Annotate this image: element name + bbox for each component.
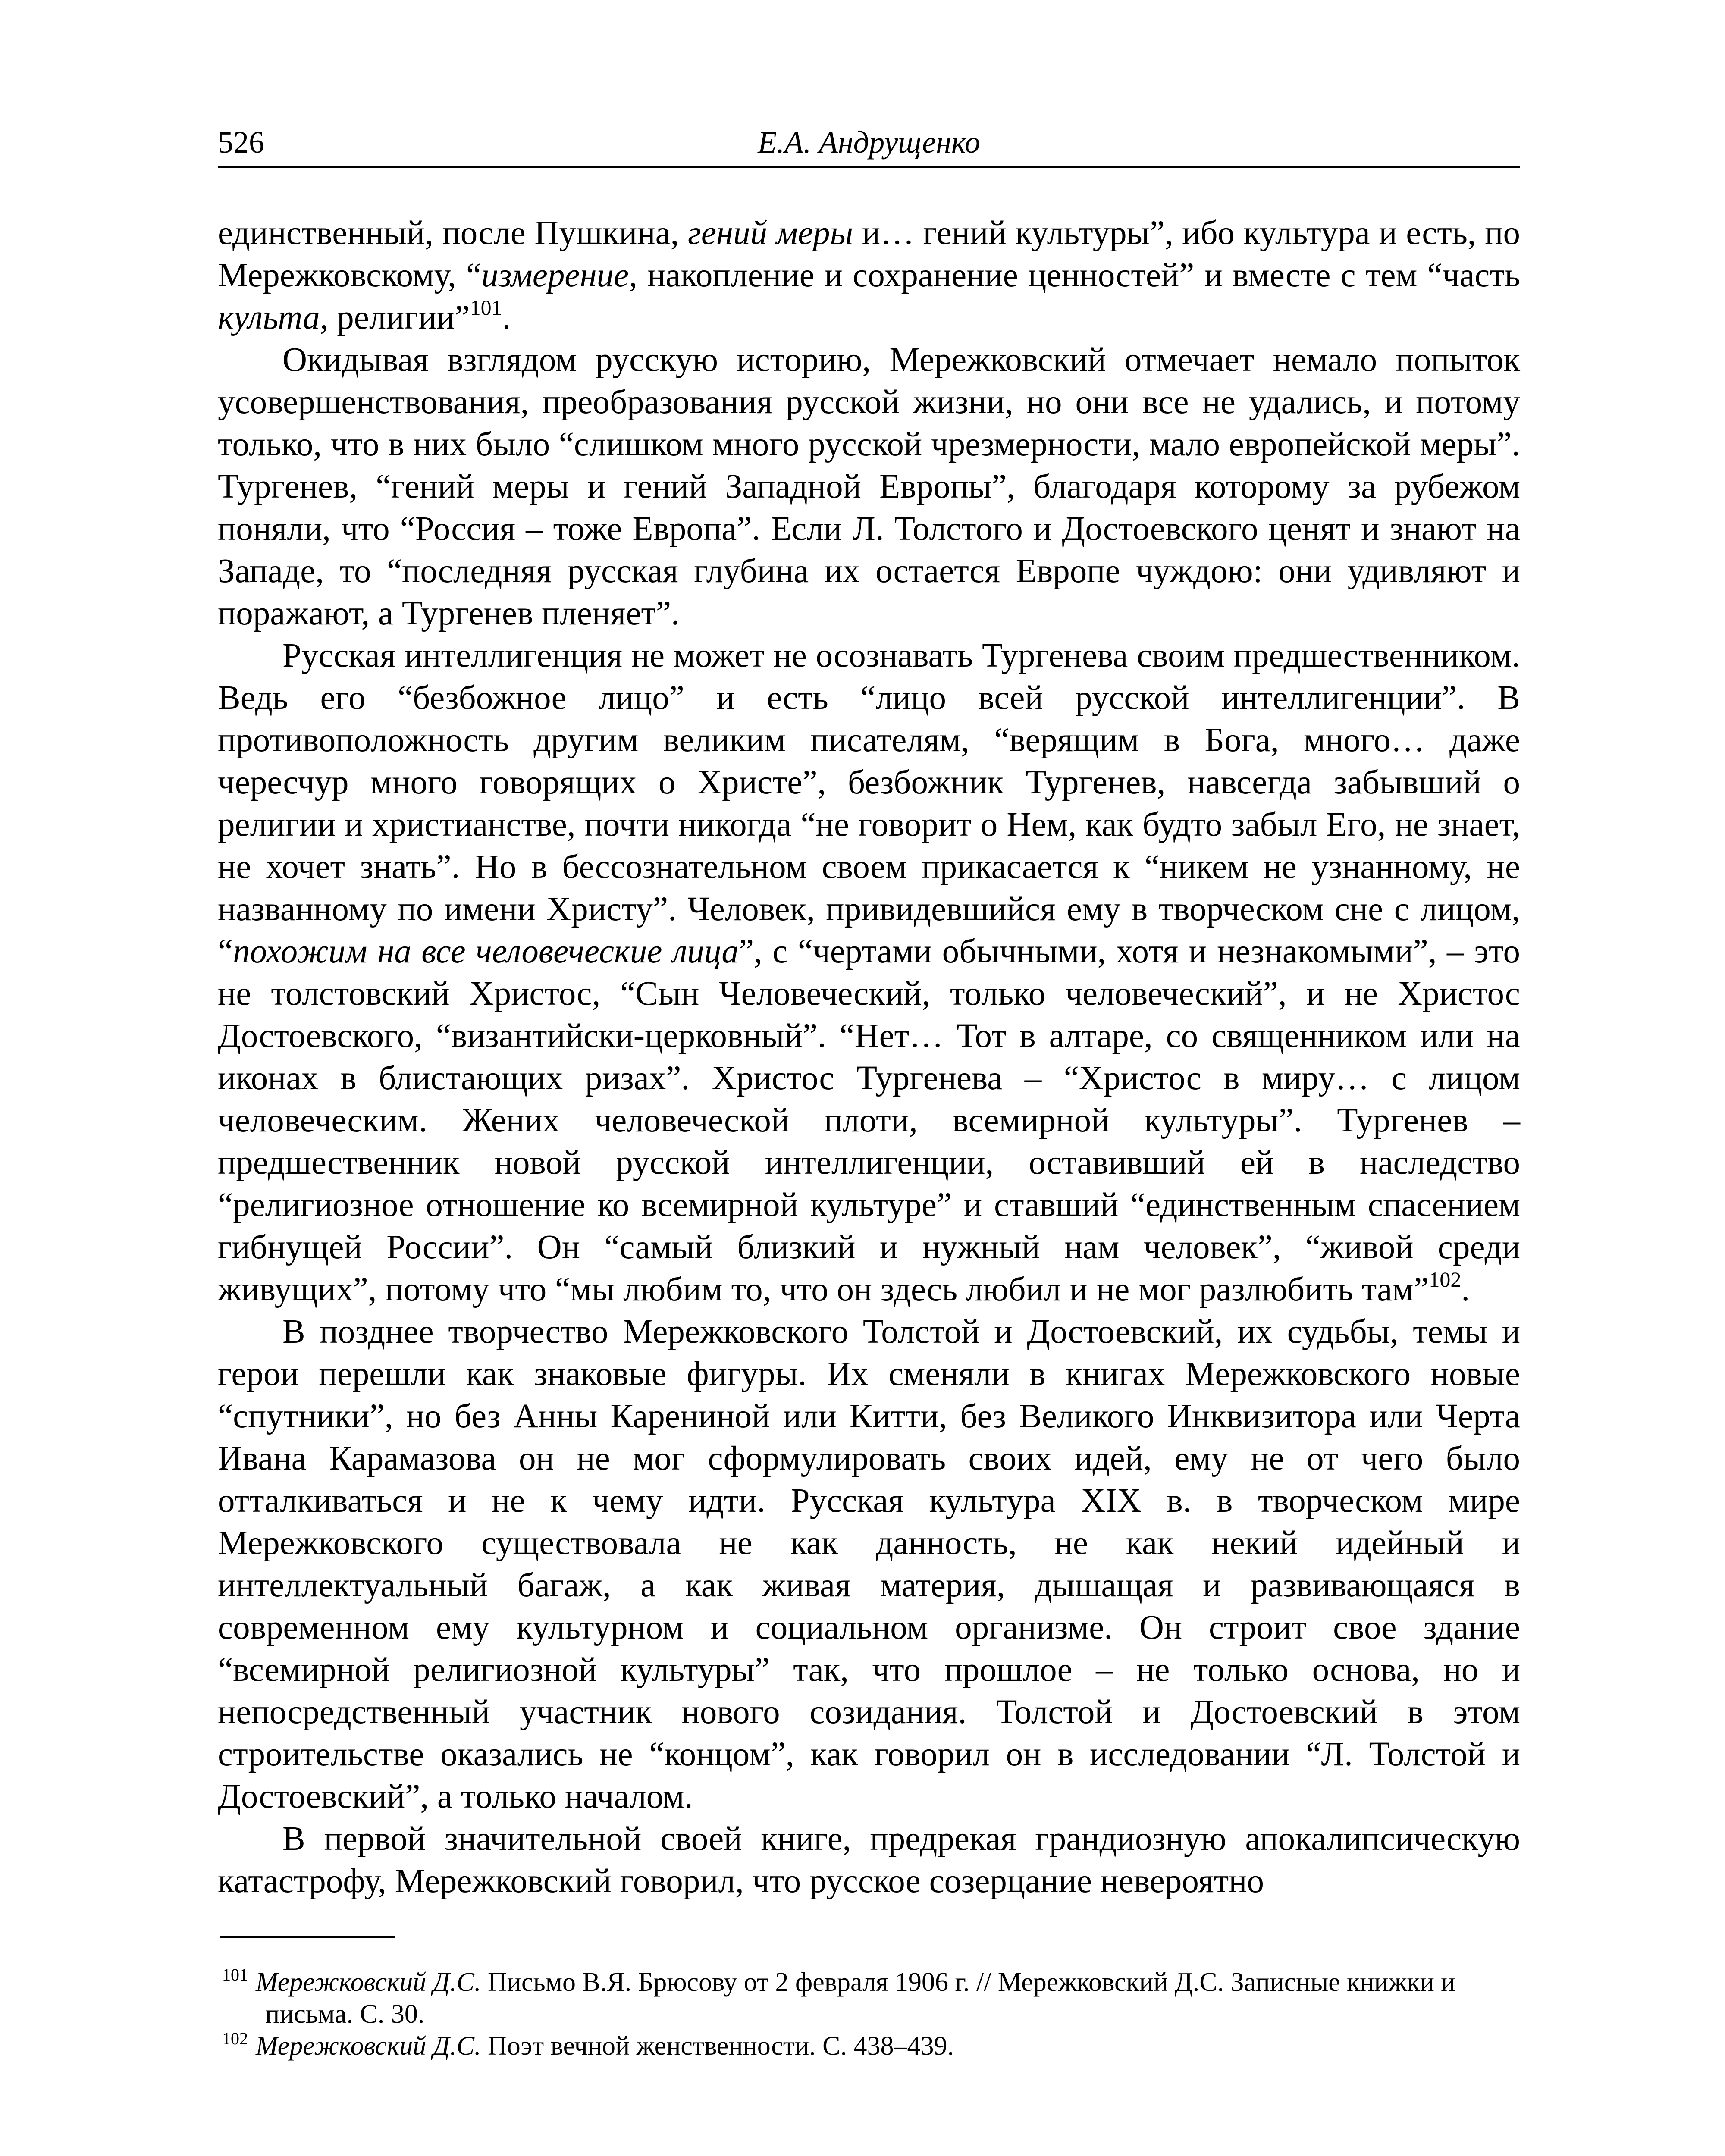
text-run: Русская интеллигенция не может не осознавать Тургенева своим предшественником. Ведь его “безбожное лицо” и есть “лицо всей русской интеллигенции”. В противоположность другим великим писателям, “верящим в Бога, много… даже чересчур много говорящих о Христе”, безбожник Тургенев, навсегда забывший о религии и христианстве, почти никогда “не говорит о Нем, как будто забыл Его, не знает, не хочет знать”. Но в бессознательном своем прикасается к “никем не узнанному, не названному по имени Христу”. Человек, привидевшийся ему в творческом сне с лицом, “	[218, 637, 1520, 970]
italic-text: измерение,	[481, 257, 637, 294]
running-head: Е.А. Андрущенко	[758, 125, 980, 160]
footnote-text: Письмо В.Я. Брюсову от 2 февраля 1906 г. // Мережковский Д.С. Записные книжки и письма. С. 30.	[265, 1968, 1455, 2029]
page-number: 526	[218, 125, 264, 160]
footnote-author: Мережковский Д.С.	[256, 2031, 481, 2061]
italic-text: похожим на все человеческие лица	[233, 933, 739, 970]
footnote-divider	[220, 1936, 395, 1938]
text-run: и… гений культуры”, ибо культура и есть, по Мережковскому, “	[218, 214, 1520, 294]
italic-text: культа	[218, 299, 320, 336]
text-run: Окидывая взглядом русскую историю, Мережковский отмечает немало попыток усовершенствования, преобразования русской жизни, но они все не удались, и потому только, что в них было “слишком много русской чрезмерности, мало европейской меры”. Тургенев, “гений меры и гений Западной Европы”, благодаря которому за рубежом поняли, что “Россия – тоже Европа”. Если Л. Толстого и Достоевского ценят и знают на Западе, то “последняя русская глубина их остается Европе чуждою: они удивляют и поражают, а Тургенев пленяет”.	[218, 341, 1520, 632]
footnote-reference: 102	[1429, 1267, 1462, 1291]
paragraph	[218, 339, 1520, 635]
footnote	[222, 2030, 1524, 2062]
text-run: .	[1461, 1271, 1470, 1308]
text-run: накопление и сохранение ценностей” и вместе с тем “часть	[637, 257, 1520, 294]
footnote-text: Поэт вечной женственности. С. 438–439.	[481, 2031, 954, 2061]
text-run: единственный, после Пушкина,	[218, 214, 688, 252]
italic-text: гений меры	[688, 214, 853, 252]
paragraph	[218, 1818, 1520, 1902]
footnote-author: Мережковский Д.С.	[256, 1968, 481, 1997]
footnote-number: 102	[222, 2029, 248, 2048]
paragraph	[218, 212, 1520, 339]
footnote	[222, 1966, 1524, 2030]
paragraph	[218, 1311, 1520, 1818]
text-run: ”, с “чертами обычными, хотя и незнакомыми”, – это не толстовский Христос, “Сын Человеческий, только человеческий”, и не Христос Достоевского, “византийски-церковный”. “Нет… Тот в алтаре, со священником или на иконах в блистающих ризах”. Христос Тургенева – “Христос в миру… с лицом человеческим. Жених человеческой плоти, всемирной культуры”. Тургенев – предшественник новой русской интеллигенции, оставивший ей в наследство “религиозное отношение ко всемирной культуре” и ставший “единственным спасением гибнущей России”. Он “самый близкий и нужный нам человек”, “живой среди живущих”, потому что “мы любим то, что он здесь любил и не мог разлюбить там”	[218, 933, 1520, 1308]
text-run: В первой значительной своей книге, предрекая грандиозную апокалипсическую катастрофу, Мережковский говорил, что русское созерцание невероятно	[218, 1820, 1520, 1900]
text-run: .	[502, 299, 511, 336]
footnote-number: 101	[222, 1965, 248, 1984]
paragraph	[218, 635, 1520, 1311]
text-run: В позднее творчество Мережковского Толстой и Достоевский, их судьбы, темы и герои перешли как знаковые фигуры. Их сменяли в книгах Мережковского новые “спутники”, но без Анны Карениной или Китти, без Великого Инквизитора или Черта Ивана Карамазова он не мог сформулировать своих идей, ему не от чего было отталкиваться и не к чему идти. Русская культура XIX в. в творческом мире Мережковского существовала не как данность, не как некий идейный и интеллектуальный багаж, а как живая материя, дышащая и развивающаяся в современном ему культурном и социальном организме. Он строит свое здание “всемирной религиозной культуры” так, что прошлое – не только основа, но и непосредственный участник нового созидания. Толстой и Достоевский в этом строительстве оказались не “концом”, как говорил он в исследовании “Л. Толстой и Достоевский”, а только началом.	[218, 1313, 1520, 1815]
footnote-reference: 101	[470, 295, 502, 320]
body-text	[218, 212, 1520, 1902]
text-run: , религии”	[320, 299, 470, 336]
page-header	[218, 101, 1520, 168]
footnotes	[222, 1966, 1524, 2062]
